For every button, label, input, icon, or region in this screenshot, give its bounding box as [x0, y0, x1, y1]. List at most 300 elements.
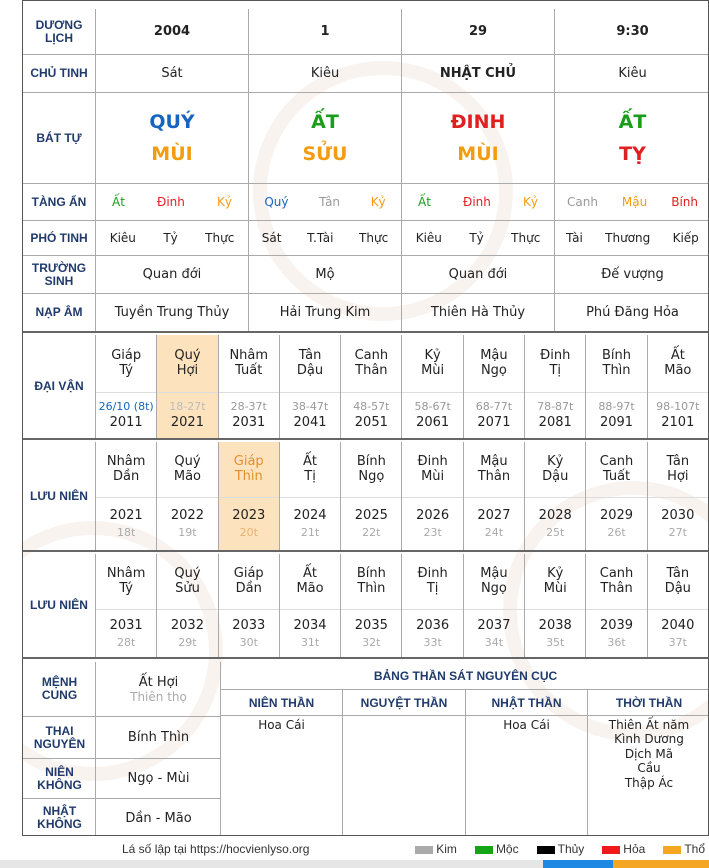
- luu-nien-chi: Hợi: [667, 468, 689, 484]
- dai-van-ganzhi: [96, 335, 156, 393]
- legend-label: Kim: [436, 842, 457, 856]
- thai-nguyen-value: Bính Thìn: [96, 717, 221, 759]
- luu-nien-year: 2025: [354, 508, 388, 524]
- luu-nien-chi: Mùi: [543, 580, 567, 596]
- luu-nien-years: [355, 610, 388, 657]
- luu-nien-can: Bính: [356, 454, 386, 470]
- luu-nien-ganzhi: [341, 554, 401, 610]
- row-bat-tu: [23, 93, 708, 184]
- luu-nien-ganzhi: [648, 554, 708, 610]
- chu-tinh-day: NHẬT CHỦ: [402, 55, 555, 92]
- luu-nien-can: Mậu: [480, 566, 508, 582]
- luu-nien-ganzhi: [219, 554, 279, 610]
- luu-nien-ganzhi: [402, 554, 462, 610]
- luu-nien-age: 21t: [300, 526, 320, 540]
- label-thai-nguyen: THAI NGUYÊN: [23, 717, 96, 759]
- header-thoi-than: THỜI THẦN: [615, 695, 683, 710]
- label-nap-am: NẠP ÂM: [23, 294, 96, 331]
- tang-an-cell: [96, 184, 249, 220]
- truong-sinh-value: Đế vượng: [601, 267, 664, 282]
- header-nien-than: NIÊN THẦN: [221, 690, 343, 715]
- legend-swatch: [415, 846, 433, 854]
- luu-nien-can: Quý: [174, 454, 201, 470]
- luu-nien-year: 2026: [416, 508, 450, 524]
- dai-van-column: [402, 335, 463, 438]
- luu-nien-column: [96, 442, 157, 550]
- bat-tu-can: ẤT: [311, 111, 339, 133]
- tang-an-item: Kỷ: [370, 195, 386, 209]
- dai-van-can: Nhâm: [229, 348, 269, 364]
- luu-nien-chi: Tị: [304, 468, 316, 484]
- pho-tinh-item: Thương: [605, 231, 651, 245]
- bat-tu-chi: MÙI: [151, 143, 193, 165]
- luu-nien-ganzhi: [525, 442, 585, 498]
- luu-nien-chi: Tý: [119, 580, 133, 596]
- pho-tinh-cell: [402, 221, 555, 255]
- luu-nien-ganzhi: [157, 554, 217, 610]
- luu-nien-column: [219, 554, 280, 657]
- luu-nien-column: [157, 442, 218, 550]
- luu-nien-column: [525, 554, 586, 657]
- dai-van-column: [525, 335, 586, 438]
- luu-nien-ganzhi: [464, 442, 524, 498]
- chu-tinh-hour: Kiêu: [618, 66, 647, 81]
- thoi-than-item: Thập Ác: [624, 775, 674, 790]
- luu-nien-years: [416, 498, 449, 550]
- than-sat-body: [221, 716, 709, 836]
- luu-nien-years: [110, 610, 143, 657]
- luu-nien-can: Ất: [303, 454, 318, 470]
- luu-nien-years: [232, 610, 265, 657]
- dai-van-column: [586, 335, 647, 438]
- luu-nien-age: 34t: [484, 635, 504, 649]
- dai-van-ganzhi: [341, 335, 401, 393]
- bat-tu-can: QUÝ: [149, 111, 195, 133]
- luu-nien-years: [416, 610, 449, 657]
- luu-nien-years: [539, 498, 572, 550]
- bat-tu-pillar: [555, 93, 709, 183]
- label-duong-lich: DƯƠNG LỊCH: [23, 9, 96, 54]
- dai-van-years: [292, 393, 328, 438]
- tang-an-item: Mậu: [621, 195, 648, 209]
- luu-nien-chi: Ngọ: [358, 468, 385, 484]
- bottom-section: [23, 662, 708, 836]
- pho-tinh-item: Kiêu: [415, 231, 442, 245]
- luu-nien-can: Giáp: [233, 454, 264, 470]
- luu-nien-age: 28t: [116, 635, 136, 649]
- luu-nien-years: [171, 610, 204, 657]
- row-chu-tinh: [23, 55, 708, 93]
- luu-nien-column: [157, 554, 218, 657]
- luu-nien-year: 2021: [109, 508, 143, 524]
- thoi-than-item: Dịch Mã: [624, 746, 674, 761]
- dai-van-ganzhi: [648, 335, 708, 393]
- luu-nien-age: 27t: [668, 526, 687, 540]
- luu-nien-can: Canh: [599, 566, 634, 582]
- luu-nien-chi: Thìn: [357, 580, 386, 596]
- row-luu-nien-1: [23, 442, 708, 552]
- luu-nien-age: 33t: [423, 635, 442, 649]
- bat-tu-chi: MÙI: [457, 143, 499, 165]
- dai-van-years: [231, 393, 267, 438]
- nhat-than-value: Hoa Cái: [466, 716, 588, 836]
- dai-van-age: 26/10 (8t): [98, 399, 154, 413]
- luu-nien-column: [280, 442, 341, 550]
- pho-tinh-item: Kiêu: [109, 231, 136, 245]
- dai-van-year: 2011: [109, 415, 143, 431]
- legend-label: Mộc: [495, 842, 519, 856]
- dai-van-can: Quý: [174, 348, 201, 364]
- label-dai-van: ĐẠI VẬN: [23, 335, 96, 438]
- luu-nien-age: 26t: [607, 526, 626, 540]
- label-nhat-khong: NHẬT KHÔNG: [37, 804, 82, 831]
- luu-nien-can: Ất: [303, 566, 318, 582]
- pho-tinh-item: Sát: [261, 231, 282, 245]
- dai-van-age: 58-67t: [414, 399, 451, 413]
- label-luu-nien: LƯU NIÊN: [23, 442, 96, 550]
- luu-nien-chi: Dậu: [664, 580, 691, 596]
- dai-van-years: [537, 393, 573, 438]
- dai-van-column: [341, 335, 402, 438]
- pho-tinh-item: Thực: [359, 231, 389, 245]
- luu-nien-year: 2031: [109, 617, 143, 633]
- luu-nien-column: [648, 554, 708, 657]
- dai-van-chi: Mùi: [421, 362, 445, 378]
- dai-van-chi: Dậu: [296, 362, 324, 378]
- luu-nien-can: Kỷ: [547, 454, 564, 470]
- luu-nien-year: 2034: [293, 617, 327, 633]
- dai-van-column: [157, 335, 218, 438]
- bat-tu-can: ẤT: [618, 111, 647, 133]
- legend-item: [663, 842, 705, 856]
- nien-khong-value: Ngọ - Mùi: [96, 759, 221, 799]
- luu-nien-year: 2028: [538, 508, 572, 524]
- luu-nien-year: 2027: [477, 508, 511, 524]
- label-pho-tinh: PHÓ TINH: [23, 221, 96, 255]
- duong-lich-month: 1: [249, 9, 402, 54]
- thoi-than-list: [588, 716, 709, 836]
- luu-nien-can: Đinh: [417, 454, 448, 470]
- dai-van-column: [464, 335, 525, 438]
- dai-van-column: [96, 335, 157, 438]
- luu-nien-column: [280, 554, 341, 657]
- truong-sinh-value: Mộ: [249, 256, 402, 293]
- luu-nien-can: Tân: [666, 566, 690, 582]
- legend-item: [602, 842, 645, 856]
- luu-nien-can: Nhâm: [106, 454, 146, 470]
- luu-nien-years: [232, 498, 265, 550]
- luu-nien-ganzhi: [341, 442, 401, 498]
- legend-label: Hỏa: [623, 842, 646, 856]
- luu-nien-year: 2030: [661, 508, 695, 524]
- luu-nien-column: [341, 442, 402, 550]
- dai-van-year: 2041: [293, 415, 327, 431]
- luu-nien-chi: Dậu: [542, 468, 569, 484]
- luu-nien-year: 2022: [170, 508, 204, 524]
- luu-nien-age: 20t: [239, 526, 258, 540]
- label-tang-an: TÀNG ẨN: [23, 184, 96, 220]
- dai-van-years: [656, 393, 699, 438]
- dai-van-year: 2031: [232, 415, 266, 431]
- luu-nien-can: Đinh: [417, 566, 448, 582]
- luu-nien-year: 2036: [416, 617, 450, 633]
- nap-am-value: Hải Trung Kim: [249, 294, 402, 331]
- dai-van-age: 28-37t: [230, 399, 267, 413]
- luu-nien-years: [661, 498, 694, 550]
- row-duong-lich: [23, 9, 708, 55]
- luu-nien-age: 19t: [178, 526, 197, 540]
- luu-nien-can: Canh: [599, 454, 634, 470]
- dai-van-ganzhi: [586, 335, 646, 393]
- luu-nien-years: [293, 610, 326, 657]
- tang-an-cell: [402, 184, 555, 220]
- luu-nien-age: 37t: [668, 635, 687, 649]
- luu-nien-age: 35t: [546, 635, 565, 649]
- dai-van-ganzhi: [525, 335, 585, 393]
- dai-van-age: 88-97t: [598, 399, 635, 413]
- bat-tu-can: ĐINH: [450, 111, 506, 133]
- pho-tinh-cell: [555, 221, 709, 255]
- luu-nien-chi: Thân: [477, 468, 511, 484]
- label-truong-sinh: TRƯỜNG SINH: [23, 256, 96, 293]
- luu-nien-years: [355, 498, 388, 550]
- luu-nien-ganzhi: [586, 442, 646, 498]
- than-sat-header-row: [221, 690, 709, 716]
- pho-tinh-item: Thực: [205, 231, 235, 245]
- luu-nien-age: 36t: [607, 635, 626, 649]
- luu-nien-chi: Thìn: [234, 468, 263, 484]
- truong-sinh-value: Quan đới: [402, 256, 555, 293]
- luu-nien-column: [402, 442, 463, 550]
- nguyet-than-value: [343, 716, 466, 836]
- luu-nien-can: Quý: [174, 566, 201, 582]
- than-sat-table: [221, 662, 709, 836]
- luu-nien-year: 2038: [538, 617, 572, 633]
- dai-van-column: [219, 335, 280, 438]
- dai-van-year: 2061: [416, 415, 450, 431]
- dai-van-years: [99, 393, 154, 438]
- luu-nien-years: [110, 498, 143, 550]
- dai-van-ganzhi: [219, 335, 279, 393]
- pho-tinh-cell: [96, 221, 249, 255]
- row-dai-van: [23, 335, 708, 440]
- luu-nien-can: Bính: [356, 566, 386, 582]
- luu-nien-column: [586, 554, 647, 657]
- tang-an-item: Ất: [418, 195, 431, 209]
- luu-nien-can: Mậu: [480, 454, 508, 470]
- label-luu-nien: LƯU NIÊN: [23, 554, 96, 657]
- duong-lich-day: 29: [402, 9, 555, 54]
- bat-tu-pillar: [249, 93, 402, 183]
- tang-an-item: Bính: [671, 195, 698, 209]
- dai-van-can: Canh: [354, 348, 389, 364]
- tang-an-cell: [249, 184, 402, 220]
- luu-nien-column: [219, 442, 280, 550]
- luu-nien-column: [525, 442, 586, 550]
- dai-van-year: 2071: [477, 415, 511, 431]
- luu-nien-year: 2032: [170, 617, 204, 633]
- luu-nien-chi: Mùi: [421, 468, 445, 484]
- dai-van-chi: Thìn: [602, 362, 631, 378]
- menh-cung-value: Ất Hợi: [138, 674, 179, 690]
- luu-nien-age: 32t: [362, 635, 381, 649]
- pho-tinh-item: Tài: [566, 231, 583, 245]
- luu-nien-ganzhi: [280, 554, 340, 610]
- row-tang-an: [23, 184, 708, 221]
- luu-nien-years: [477, 610, 510, 657]
- dai-van-chi: Ngọ: [480, 362, 507, 378]
- luu-nien-column: [464, 554, 525, 657]
- element-legend: [415, 842, 705, 856]
- luu-nien-ganzhi: [96, 554, 156, 610]
- luu-nien-age: 25t: [546, 526, 565, 540]
- luu-nien-age: 31t: [300, 635, 320, 649]
- luu-nien-chi: Thân: [600, 580, 633, 596]
- luu-nien-column: [341, 554, 402, 657]
- nien-than-value: Hoa Cái: [221, 716, 343, 836]
- luu-nien-years: [600, 498, 633, 550]
- dai-van-can: Mậu: [480, 348, 508, 364]
- luu-nien-ganzhi: [96, 442, 156, 498]
- bottom-scroll-bar: [0, 860, 709, 868]
- than-sat-title: BẢNG THẦN SÁT NGUYÊN CỤC: [221, 662, 709, 690]
- luu-nien-can: Nhâm: [106, 566, 146, 582]
- luu-nien-chi: Tuất: [602, 468, 631, 484]
- thoi-than-item: Kình Dương: [614, 732, 684, 747]
- dai-van-chi: Tuất: [235, 362, 263, 378]
- dai-van-year: 2051: [354, 415, 388, 431]
- thoi-than-item: Thiên Ất năm: [608, 718, 690, 732]
- luu-nien-chi: Tị: [426, 580, 439, 596]
- bat-tu-pillar: [96, 93, 249, 183]
- row-truong-sinh: [23, 256, 708, 294]
- legend-label: Thổ: [684, 842, 705, 856]
- dai-van-age: 98-107t: [656, 399, 700, 413]
- footer-legend: [22, 838, 709, 860]
- dai-van-column: [280, 335, 341, 438]
- luu-nien-year: 2040: [661, 617, 695, 633]
- dai-van-years: [476, 393, 512, 438]
- header-nhat-than: NHẬT THẦN: [466, 690, 588, 715]
- dai-van-can: Tân: [298, 348, 322, 364]
- luu-nien-ganzhi: [525, 554, 585, 610]
- dai-van-age: 48-57t: [353, 399, 390, 413]
- legend-item: [537, 842, 585, 856]
- tang-an-item: Canh: [566, 195, 598, 209]
- legend-swatch: [475, 846, 493, 854]
- luu-nien-age: 22t: [362, 526, 381, 540]
- luu-nien-ganzhi: [402, 442, 462, 498]
- legend-label: Thủy: [557, 842, 585, 856]
- nap-am-value: Phú Đăng Hỏa: [586, 305, 679, 320]
- dai-van-years: [598, 393, 634, 438]
- dai-van-chi: Mão: [664, 362, 692, 378]
- dai-van-year: 2081: [538, 415, 572, 431]
- luu-nien-chi: Mão: [173, 468, 202, 484]
- luu-nien-column: [96, 554, 157, 657]
- duong-lich-hour: 9:30: [616, 24, 649, 39]
- legend-swatch: [663, 846, 681, 854]
- truong-sinh-value: Quan đới: [96, 256, 249, 293]
- luu-nien-years: [171, 498, 204, 550]
- dai-van-chi: Tị: [549, 362, 561, 378]
- thoi-than-item: Cầu: [637, 761, 661, 776]
- luu-nien-year: 2035: [354, 617, 388, 633]
- dai-van-ganzhi: [402, 335, 462, 393]
- luu-nien-chi: Dần: [235, 580, 262, 596]
- dai-van-age: 68-77t: [475, 399, 513, 413]
- dai-van-column: [648, 335, 708, 438]
- luu-nien-chi: Ngọ: [480, 580, 507, 596]
- row-nap-am: [23, 294, 708, 333]
- bat-tu-chi: TỴ: [619, 143, 646, 165]
- luu-nien-age: 23t: [423, 526, 442, 540]
- luu-nien-age: 30t: [239, 635, 258, 649]
- duong-lich-year: 2004: [96, 9, 249, 54]
- dai-van-years: [414, 393, 450, 438]
- label-bat-tu: BÁT TỰ: [23, 93, 96, 183]
- label-chu-tinh: CHỦ TINH: [23, 55, 96, 92]
- dai-van-years: [353, 393, 389, 438]
- tang-an-item: Ất: [112, 195, 125, 209]
- luu-nien-ganzhi: [464, 554, 524, 610]
- luu-nien-years: [477, 498, 510, 550]
- menh-cung-cell: [96, 662, 221, 717]
- bottom-label-col: [23, 662, 96, 836]
- luu-nien-can: Tân: [666, 454, 690, 470]
- pho-tinh-item: Tỷ: [469, 231, 484, 245]
- luu-nien-years: [539, 610, 572, 657]
- pho-tinh-item: T.Tài: [307, 231, 334, 245]
- tang-an-item: Kỷ: [216, 195, 232, 209]
- luu-nien-chi: Dần: [113, 468, 140, 484]
- source-credit: Lá số lập tại https://hocvienlyso.org: [122, 842, 310, 856]
- dai-van-ganzhi: [464, 335, 524, 393]
- luu-nien-ganzhi: [157, 442, 217, 498]
- luu-nien-ganzhi: [586, 554, 646, 610]
- luu-nien-age: 29t: [178, 635, 197, 649]
- bottom-value-col: [96, 662, 221, 836]
- bat-tu-pillar: [402, 93, 555, 183]
- dai-van-year: 2101: [661, 415, 695, 431]
- luu-nien-can: Giáp: [233, 566, 264, 582]
- luu-nien-years: [293, 498, 326, 550]
- luu-nien-column: [464, 442, 525, 550]
- dai-van-year: 2021: [170, 415, 204, 431]
- dai-van-can: Kỷ: [424, 348, 441, 364]
- dai-van-chi: Thân: [355, 362, 388, 378]
- header-nguyet-than: NGUYỆT THẦN: [343, 690, 466, 715]
- luu-nien-years: [600, 610, 633, 657]
- dai-van-chi: Hợi: [176, 362, 199, 378]
- nap-am-value: Thiên Hà Thủy: [402, 294, 555, 331]
- luu-nien-ganzhi: [280, 442, 340, 498]
- dai-van-can: Ất: [670, 348, 685, 364]
- luu-nien-column: [648, 442, 708, 550]
- dai-van-age: 18-27t: [169, 399, 206, 413]
- dai-van-can: Đinh: [540, 348, 571, 364]
- luu-nien-ganzhi: [648, 442, 708, 498]
- luu-nien-year: 2024: [293, 508, 327, 524]
- dai-van-years: [169, 393, 205, 438]
- luu-nien-column: [586, 442, 647, 550]
- luu-nien-age: 18t: [116, 526, 136, 540]
- dai-van-year: 2091: [599, 415, 634, 431]
- bazi-chart: [22, 0, 709, 836]
- dai-van-age: 38-47t: [291, 399, 329, 413]
- luu-nien-year: 2029: [599, 508, 634, 524]
- dai-van-can: Bính: [602, 348, 632, 364]
